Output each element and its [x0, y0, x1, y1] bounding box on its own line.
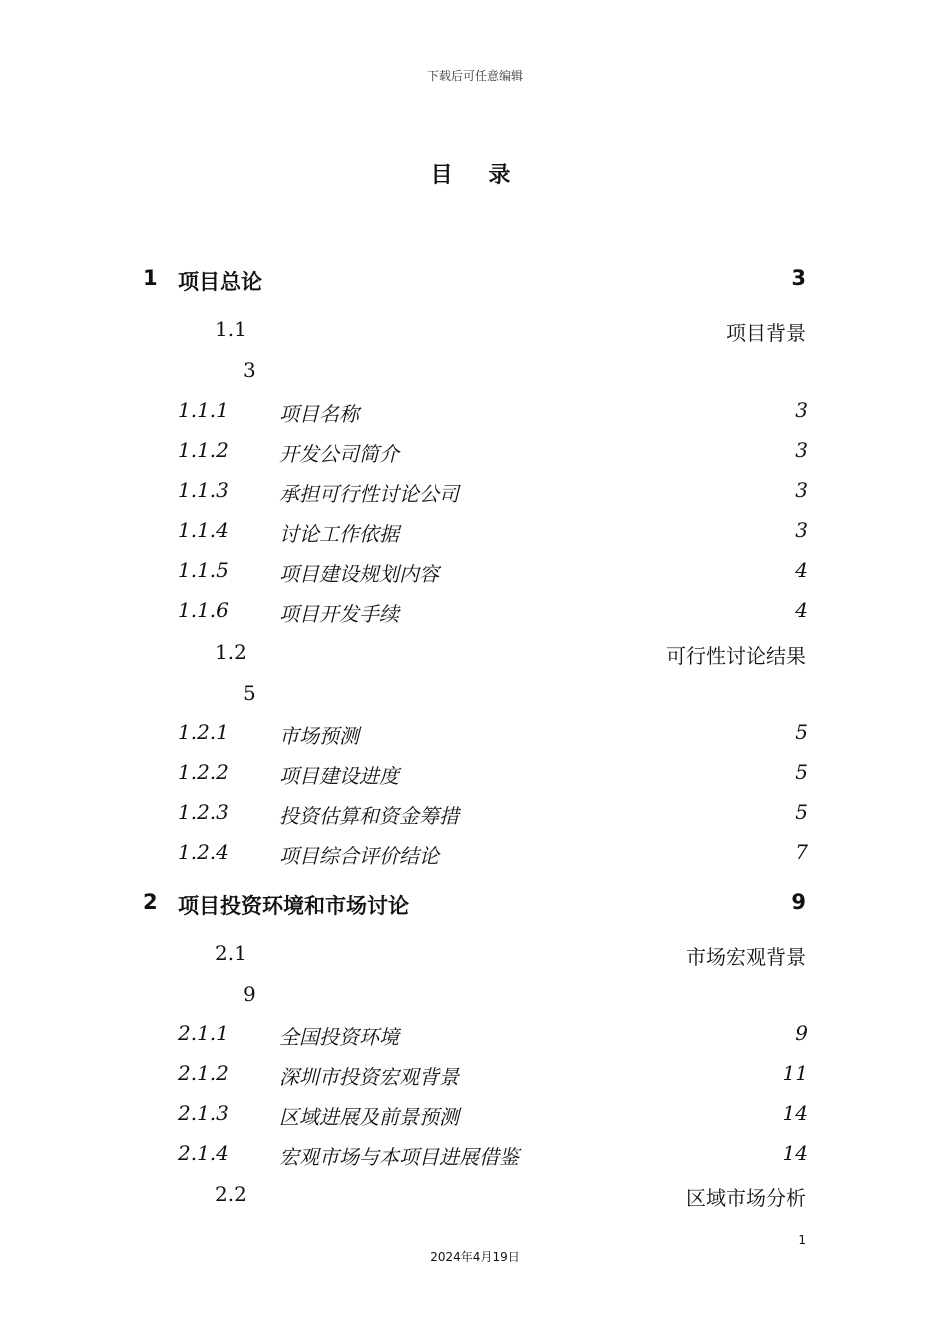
- toc-section-title[interactable]: 可行性讨论结果: [666, 644, 806, 668]
- toc-subsection-number[interactable]: 1.2.2: [178, 760, 229, 784]
- page-number: 1: [798, 1233, 806, 1247]
- toc-subsection-number[interactable]: 1.1.2: [178, 438, 229, 462]
- toc-subsection-page[interactable]: 14: [782, 1101, 808, 1125]
- toc-subsection-page[interactable]: 3: [795, 398, 808, 422]
- toc-section-page[interactable]: 3: [243, 358, 256, 382]
- toc-subsection-page[interactable]: 4: [795, 558, 808, 582]
- toc-subsection-number[interactable]: 1.1.4: [178, 518, 229, 542]
- toc-section-title[interactable]: 项目背景: [726, 321, 806, 345]
- toc-subsection-page[interactable]: 9: [795, 1021, 808, 1045]
- toc-subsection-number[interactable]: 2.1.2: [178, 1061, 229, 1085]
- toc-subsection-page[interactable]: 3: [795, 478, 808, 502]
- footer-date: 2024年4月19日: [430, 1250, 520, 1264]
- toc-subsection-title[interactable]: 开发公司简介: [279, 442, 399, 466]
- toc-subsection-page[interactable]: 5: [795, 760, 808, 784]
- toc-chapter-title[interactable]: 项目投资环境和市场讨论: [178, 894, 409, 918]
- toc-subsection-title[interactable]: 项目综合评价结论: [279, 844, 439, 868]
- toc-chapter-page[interactable]: 3: [791, 266, 806, 290]
- toc-subsection-number[interactable]: 2.1.4: [178, 1141, 229, 1165]
- toc-subsection-title[interactable]: 承担可行性讨论公司: [279, 482, 459, 506]
- toc-section-title[interactable]: 区域市场分析: [686, 1186, 806, 1210]
- toc-subsection-number[interactable]: 1.1.6: [178, 598, 229, 622]
- toc-subsection-number[interactable]: 1.2.3: [178, 800, 229, 824]
- toc-subsection-title[interactable]: 项目开发手续: [279, 602, 399, 626]
- toc-section-number[interactable]: 1.2: [215, 640, 247, 664]
- toc-subsection-title[interactable]: 深圳市投资宏观背景: [279, 1065, 459, 1089]
- toc-subsection-number[interactable]: 1.2.4: [178, 840, 229, 864]
- toc-subsection-page[interactable]: 7: [795, 840, 808, 864]
- toc-section-page[interactable]: 9: [243, 982, 256, 1006]
- toc-subsection-number[interactable]: 2.1.1: [178, 1021, 229, 1045]
- toc-subsection-page[interactable]: 3: [795, 438, 808, 462]
- toc-subsection-title[interactable]: 市场预测: [279, 724, 359, 748]
- toc-subsection-number[interactable]: 1.1.1: [178, 398, 229, 422]
- toc-section-title[interactable]: 市场宏观背景: [686, 945, 806, 969]
- toc-subsection-title[interactable]: 项目建设进度: [279, 764, 399, 788]
- toc-subsection-title[interactable]: 讨论工作依据: [279, 522, 399, 546]
- toc-subsection-page[interactable]: 4: [795, 598, 808, 622]
- toc-section-number[interactable]: 1.1: [215, 317, 247, 341]
- toc-subsection-title[interactable]: 宏观市场与本项目进展借鉴: [279, 1145, 519, 1169]
- toc-chapter-title[interactable]: 项目总论: [178, 270, 262, 294]
- toc-chapter-page[interactable]: 9: [791, 890, 806, 914]
- toc-subsection-number[interactable]: 1.1.5: [178, 558, 229, 582]
- toc-subsection-title[interactable]: 区域进展及前景预测: [279, 1105, 459, 1129]
- toc-subsection-title[interactable]: 全国投资环境: [279, 1025, 399, 1049]
- page-title: 目 录: [430, 163, 525, 188]
- toc-subsection-title[interactable]: 项目名称: [279, 402, 359, 426]
- toc-subsection-page[interactable]: 11: [782, 1061, 808, 1085]
- toc-section-number[interactable]: 2.1: [215, 941, 247, 965]
- toc-subsection-number[interactable]: 2.1.3: [178, 1101, 229, 1125]
- toc-subsection-title[interactable]: 项目建设规划内容: [279, 562, 439, 586]
- toc-section-page[interactable]: 5: [243, 681, 256, 705]
- toc-subsection-number[interactable]: 1.1.3: [178, 478, 229, 502]
- toc-subsection-page[interactable]: 5: [795, 800, 808, 824]
- toc-subsection-page[interactable]: 14: [782, 1141, 808, 1165]
- toc-chapter-number[interactable]: 2: [143, 890, 158, 914]
- header-note: 下载后可任意编辑: [426, 69, 523, 83]
- toc-subsection-page[interactable]: 3: [795, 518, 808, 542]
- toc-subsection-title[interactable]: 投资估算和资金筹措: [279, 804, 459, 828]
- toc-chapter-number[interactable]: 1: [143, 266, 158, 290]
- toc-subsection-number[interactable]: 1.2.1: [178, 720, 229, 744]
- toc-section-number[interactable]: 2.2: [215, 1182, 247, 1206]
- toc-subsection-page[interactable]: 5: [795, 720, 808, 744]
